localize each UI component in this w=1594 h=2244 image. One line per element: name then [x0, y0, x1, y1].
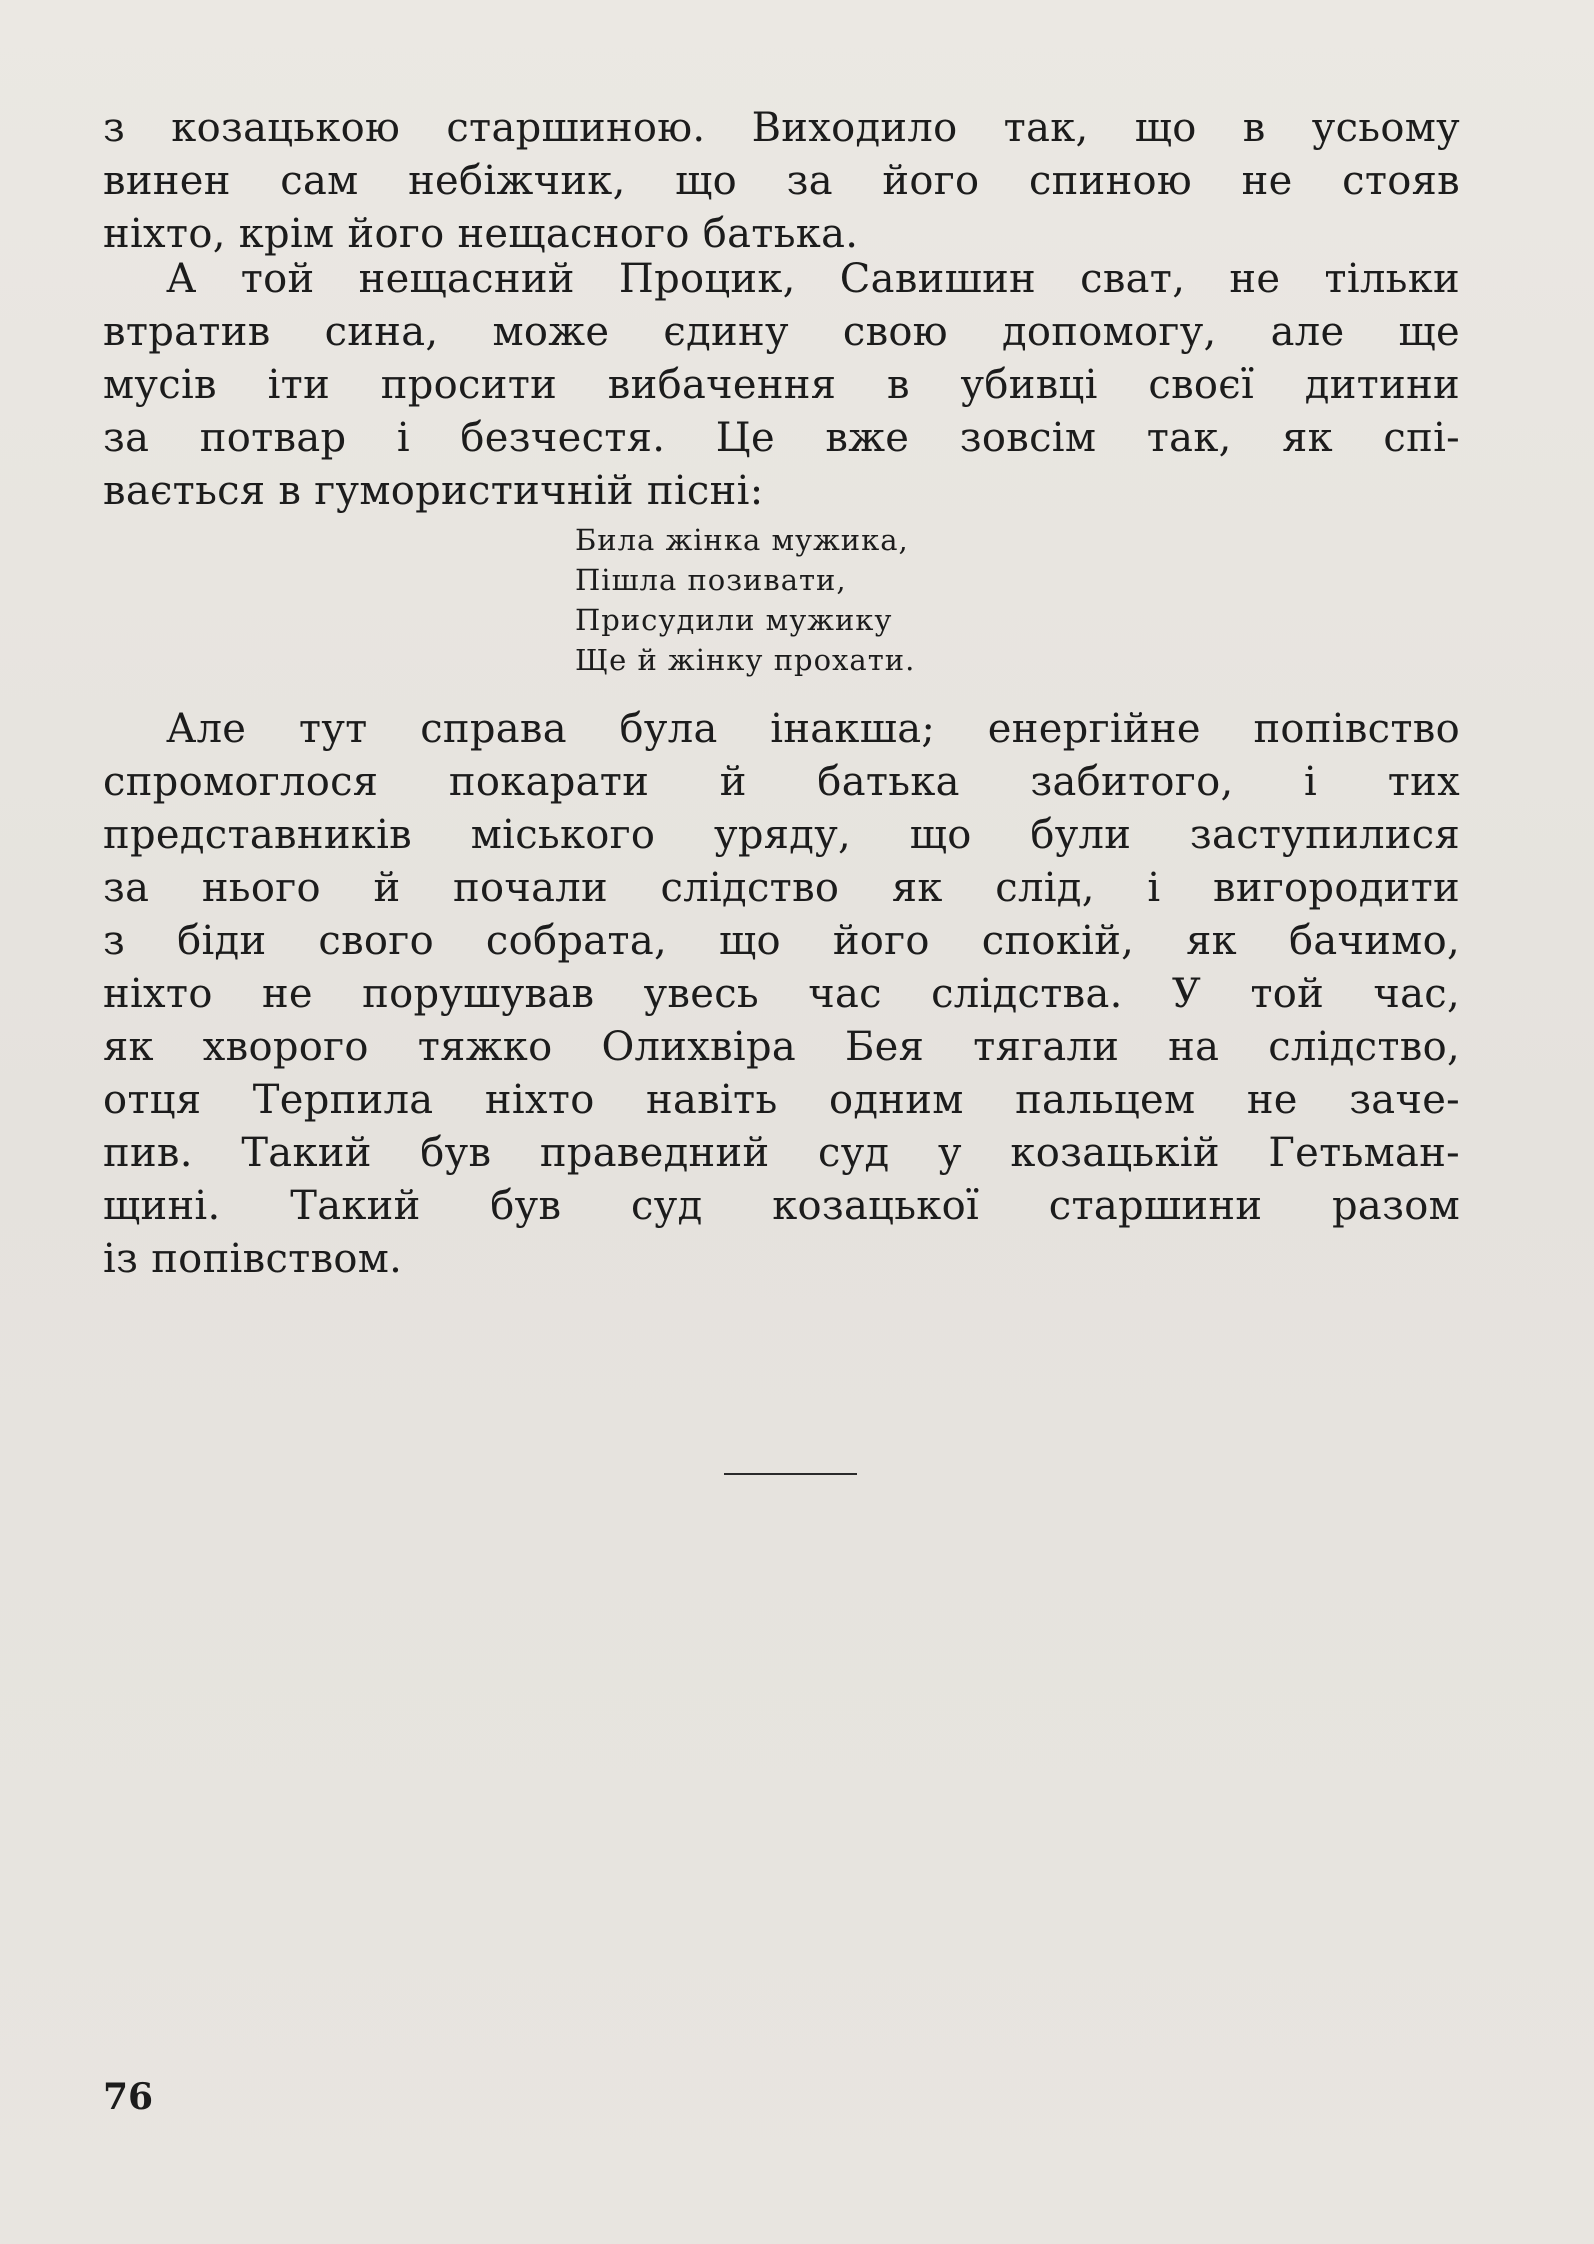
verse-line: Била жінка мужика,	[575, 523, 909, 557]
text-line: винен сам небіжчик, що за його спиною не стояв	[103, 158, 1460, 204]
text-line: втратив сина, може єдину свою допомогу, але ще	[103, 309, 1460, 355]
verse-line: Ще й жінку прохати.	[575, 643, 916, 677]
text-line: ніхто не порушував увесь час слідства. У той час,	[103, 971, 1460, 1017]
text-line: за нього й почали слідство як слід, і вигородити	[103, 865, 1460, 911]
text-line: ніхто, крім його нещасного батька.	[103, 211, 859, 257]
paragraph-1	[103, 102, 1460, 261]
text-line: щині. Такий був суд козацької старшини разом	[103, 1183, 1460, 1229]
text-line: спромоглося покарати й батька забитого, і тих	[103, 759, 1460, 805]
text-line: представників міського уряду, що були заступилися	[103, 812, 1460, 858]
text-line: вається в гумористичній пісні:	[103, 468, 764, 514]
paragraph-2	[103, 253, 1460, 518]
text-line: мусів іти просити вибачення в убивці своєї дитини	[103, 362, 1460, 408]
text-line: Але тут справа була інакша; енергійне попівство	[166, 706, 1460, 752]
text-line: А той нещасний Процик, Савишин сват, не тільки	[166, 256, 1460, 302]
text-line: із попівством.	[103, 1236, 403, 1282]
verse-line: Присудили мужику	[575, 603, 893, 637]
paragraph-3	[103, 703, 1460, 1286]
text-line: з біди свого собрата, що його спокій, як бачимо,	[103, 918, 1460, 964]
text-line: за потвар і безчестя. Це вже зовсім так, як спі-	[103, 415, 1460, 461]
section-end-rule	[724, 1473, 857, 1475]
page-number: 76	[103, 2076, 154, 2118]
text-line: з козацькою старшиною. Виходило так, що в усьому	[103, 105, 1460, 151]
text-line: пив. Такий був праведний суд у козацькій Гетьман-	[103, 1130, 1460, 1176]
verse-stanza	[575, 520, 915, 680]
verse-line: Пішла позивати,	[575, 563, 847, 597]
text-line: як хворого тяжко Олихвіра Бея тягали на слідство,	[103, 1024, 1460, 1070]
text-line: отця Терпила ніхто навіть одним пальцем не заче-	[103, 1077, 1460, 1123]
